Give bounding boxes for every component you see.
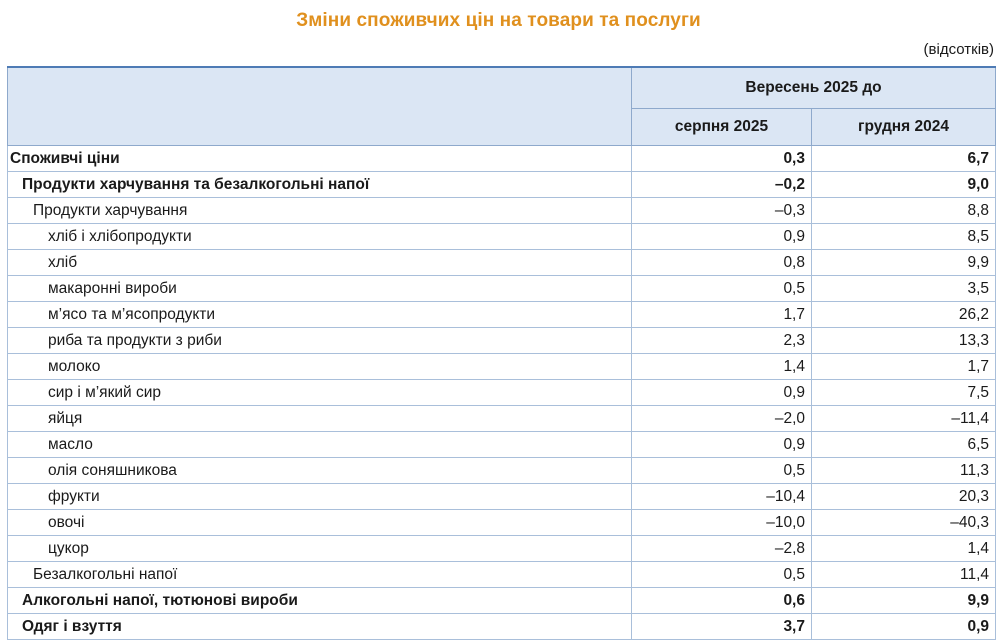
row-value-month: –2,8 xyxy=(632,536,812,562)
row-value-month: 0,9 xyxy=(632,380,812,406)
row-value-month: –0,2 xyxy=(632,172,812,198)
row-value-ytd: 9,0 xyxy=(812,172,996,198)
row-value-month: 1,4 xyxy=(632,354,812,380)
units-note: (відсотків) xyxy=(923,41,994,58)
row-value-ytd: 11,4 xyxy=(812,562,996,588)
row-value-month: 0,9 xyxy=(632,224,812,250)
row-category-name: Продукти харчування та безалкогольні напої xyxy=(8,172,632,198)
table-row xyxy=(8,406,996,432)
row-category-name: фрукти xyxy=(8,484,632,510)
row-category-name: хліб xyxy=(8,250,632,276)
table-row xyxy=(8,224,996,250)
row-value-month: 1,7 xyxy=(632,302,812,328)
table-row xyxy=(8,536,996,562)
row-value-ytd: 3,5 xyxy=(812,276,996,302)
cpi-table xyxy=(7,66,996,640)
row-value-month: 0,8 xyxy=(632,250,812,276)
table-row xyxy=(8,328,996,354)
table-row xyxy=(8,146,996,172)
table-row xyxy=(8,302,996,328)
table-body xyxy=(8,146,996,640)
row-category-name: Алкогольні напої, тютюнові вироби xyxy=(8,588,632,614)
row-value-month: –10,0 xyxy=(632,510,812,536)
row-value-ytd: 1,7 xyxy=(812,354,996,380)
row-category-name: Продукти харчування xyxy=(8,198,632,224)
row-value-month: 0,3 xyxy=(632,146,812,172)
row-category-name: хліб і хлібопродукти xyxy=(8,224,632,250)
row-category-name: Одяг і взуття xyxy=(8,614,632,640)
row-value-month: 0,6 xyxy=(632,588,812,614)
page-title: Зміни споживчих цін на товари та послуги xyxy=(296,10,701,31)
row-value-ytd: 7,5 xyxy=(812,380,996,406)
header-blank-cell xyxy=(8,67,632,146)
row-category-name: овочі xyxy=(8,510,632,536)
table-row xyxy=(8,198,996,224)
row-category-name: олія соняшникова xyxy=(8,458,632,484)
header-col-ytd: грудня 2024 xyxy=(812,109,996,146)
row-value-ytd: 1,4 xyxy=(812,536,996,562)
row-category-name: цукор xyxy=(8,536,632,562)
table-row xyxy=(8,458,996,484)
row-value-month: 0,5 xyxy=(632,458,812,484)
table-row xyxy=(8,354,996,380)
table-row xyxy=(8,276,996,302)
row-value-month: –2,0 xyxy=(632,406,812,432)
row-value-month: 0,5 xyxy=(632,562,812,588)
row-category-name: яйця xyxy=(8,406,632,432)
row-category-name: м’ясо та м’ясопродукти xyxy=(8,302,632,328)
table-row xyxy=(8,380,996,406)
row-value-ytd: 9,9 xyxy=(812,250,996,276)
row-value-ytd: 20,3 xyxy=(812,484,996,510)
table-row xyxy=(8,614,996,640)
row-value-ytd: 8,8 xyxy=(812,198,996,224)
row-category-name: сир і м’який сир xyxy=(8,380,632,406)
table-row xyxy=(8,562,996,588)
table-row xyxy=(8,172,996,198)
row-value-month: 3,7 xyxy=(632,614,812,640)
table-row xyxy=(8,588,996,614)
row-value-month: 0,9 xyxy=(632,432,812,458)
row-category-name: макаронні вироби xyxy=(8,276,632,302)
row-category-name: молоко xyxy=(8,354,632,380)
row-value-ytd: –11,4 xyxy=(812,406,996,432)
row-value-ytd: 6,7 xyxy=(812,146,996,172)
header-col-month: серпня 2025 xyxy=(632,109,812,146)
row-category-name: Споживчі ціни xyxy=(8,146,632,172)
table-row xyxy=(8,432,996,458)
row-value-ytd: 11,3 xyxy=(812,458,996,484)
table-row xyxy=(8,510,996,536)
table-row xyxy=(8,250,996,276)
row-value-month: –10,4 xyxy=(632,484,812,510)
row-category-name: Безалкогольні напої xyxy=(8,562,632,588)
row-value-ytd: 0,9 xyxy=(812,614,996,640)
table-row xyxy=(8,484,996,510)
row-category-name: риба та продукти з риби xyxy=(8,328,632,354)
row-value-ytd: 8,5 xyxy=(812,224,996,250)
row-category-name: масло xyxy=(8,432,632,458)
row-value-month: 2,3 xyxy=(632,328,812,354)
row-value-ytd: 26,2 xyxy=(812,302,996,328)
row-value-ytd: 13,3 xyxy=(812,328,996,354)
row-value-month: –0,3 xyxy=(632,198,812,224)
row-value-ytd: –40,3 xyxy=(812,510,996,536)
header-group-label: Вересень 2025 до xyxy=(632,67,996,109)
row-value-ytd: 9,9 xyxy=(812,588,996,614)
row-value-month: 0,5 xyxy=(632,276,812,302)
row-value-ytd: 6,5 xyxy=(812,432,996,458)
